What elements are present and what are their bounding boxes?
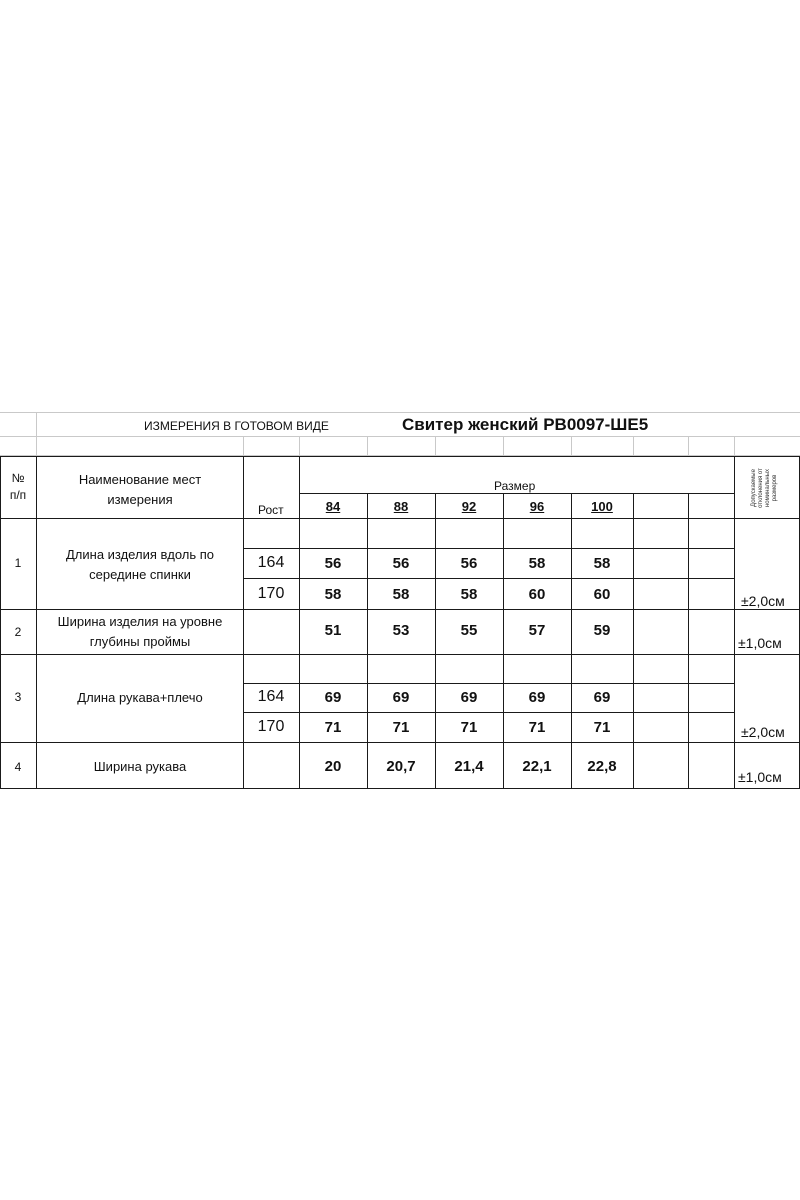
grid-line xyxy=(734,436,735,456)
grid-line xyxy=(688,436,689,456)
column-header-size: Размер xyxy=(494,479,536,493)
row-4-tolerance: ±1,0см xyxy=(738,769,782,785)
row-3-170-size-84: 71 xyxy=(324,719,342,736)
size-96: 96 xyxy=(529,499,545,514)
row-4-size-88: 20,7 xyxy=(386,758,416,775)
row-4-number: 4 xyxy=(14,760,22,774)
table-border xyxy=(243,712,734,713)
row-1-170-size-92: 58 xyxy=(460,586,478,603)
row-1-name-line1: Длина изделия вдоль по xyxy=(65,547,215,562)
table-border xyxy=(435,493,436,789)
row-1-rost-170: 170 xyxy=(257,585,285,602)
column-header-rost: Рост xyxy=(258,503,284,517)
row-1-164-size-88: 56 xyxy=(392,555,410,572)
table-border xyxy=(0,518,800,519)
row-3-tolerance: ±2,0см xyxy=(741,724,785,740)
table-border xyxy=(688,493,689,789)
row-3-164-size-88: 69 xyxy=(392,689,410,706)
row-4-size-96: 22,1 xyxy=(522,758,552,775)
table-border xyxy=(734,456,735,789)
measurement-heading: ИЗМЕРЕНИЯ В ГОТОВОМ ВИДЕ xyxy=(144,419,329,433)
row-1-164-size-96: 58 xyxy=(528,555,546,572)
row-2-size-84: 51 xyxy=(324,622,342,639)
size-100: 100 xyxy=(591,499,613,514)
row-4-size-92: 21,4 xyxy=(454,758,484,775)
row-3-164-size-84: 69 xyxy=(324,689,342,706)
grid-line xyxy=(503,436,504,456)
row-1-170-size-100: 60 xyxy=(593,586,611,603)
grid-line xyxy=(36,412,37,456)
grid-line xyxy=(571,436,572,456)
row-2-name-line1: Ширина изделия на уровне xyxy=(57,614,223,629)
table-border xyxy=(0,788,800,789)
table-border xyxy=(243,683,734,684)
table-border xyxy=(0,654,800,655)
row-4-size-84: 20 xyxy=(324,758,342,775)
row-1-164-size-92: 56 xyxy=(460,555,478,572)
product-title: Свитер женский РВ0097-ШЕ5 xyxy=(402,415,649,434)
table-border xyxy=(243,548,734,549)
grid-line xyxy=(0,412,800,413)
size-84: 84 xyxy=(325,499,341,514)
grid-line xyxy=(367,436,368,456)
column-header-number: № п/п xyxy=(9,471,27,502)
row-3-170-size-100: 71 xyxy=(593,719,611,736)
table-border xyxy=(243,456,244,789)
grid-line xyxy=(299,436,300,456)
row-3-rost-170: 170 xyxy=(257,718,285,735)
row-3-170-size-96: 71 xyxy=(528,719,546,736)
row-1-164-size-84: 56 xyxy=(324,555,342,572)
grid-line xyxy=(435,436,436,456)
row-1-tolerance: ±2,0см xyxy=(741,593,785,609)
row-4-size-100: 22,8 xyxy=(587,758,617,775)
table-border xyxy=(299,493,734,494)
row-1-name-line2: середине спинки xyxy=(89,567,191,582)
row-3-number: 3 xyxy=(14,690,22,704)
row-3-164-size-92: 69 xyxy=(460,689,478,706)
row-2-size-96: 57 xyxy=(528,622,546,639)
row-3-164-size-96: 69 xyxy=(528,689,546,706)
row-3-name: Длина рукава+плечо xyxy=(77,690,203,705)
row-2-name-line2: глубины проймы xyxy=(89,634,191,649)
table-border xyxy=(633,493,634,789)
table-border xyxy=(0,609,800,610)
row-2-tolerance: ±1,0см xyxy=(738,635,782,651)
column-header-name: Наименование мест измерения xyxy=(78,472,202,507)
row-2-number: 2 xyxy=(14,625,22,639)
row-1-170-size-96: 60 xyxy=(528,586,546,603)
grid-line xyxy=(243,436,244,456)
row-3-170-size-92: 71 xyxy=(460,719,478,736)
table-border xyxy=(503,493,504,789)
row-1-170-size-88: 58 xyxy=(392,586,410,603)
grid-line xyxy=(0,436,800,437)
column-header-tolerance: Допускаемые отклонения от номинальных размеров xyxy=(751,468,778,508)
row-2-size-88: 53 xyxy=(392,622,410,639)
table-border xyxy=(0,456,800,457)
row-1-170-size-84: 58 xyxy=(324,586,342,603)
table-border xyxy=(0,456,1,789)
table-border xyxy=(571,493,572,789)
table-border xyxy=(0,742,800,743)
row-1-rost-164: 164 xyxy=(257,554,285,571)
row-2-size-92: 55 xyxy=(460,622,478,639)
row-1-164-size-100: 58 xyxy=(593,555,611,572)
row-3-164-size-100: 69 xyxy=(593,689,611,706)
table-border xyxy=(367,493,368,789)
row-1-number: 1 xyxy=(14,556,22,570)
grid-line xyxy=(633,436,634,456)
row-3-rost-164: 164 xyxy=(257,688,285,705)
size-92: 92 xyxy=(461,499,477,514)
size-88: 88 xyxy=(393,499,409,514)
row-3-170-size-88: 71 xyxy=(392,719,410,736)
row-4-name: Ширина рукава xyxy=(93,759,187,774)
row-2-size-100: 59 xyxy=(593,622,611,639)
table-border xyxy=(243,578,734,579)
